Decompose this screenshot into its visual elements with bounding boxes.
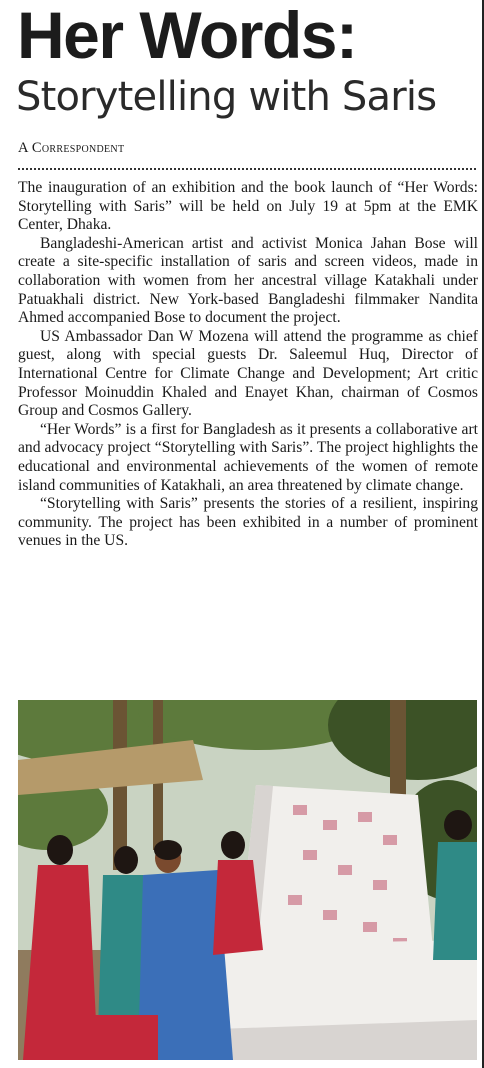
article-photo <box>18 700 477 1060</box>
photo-sari-print <box>323 820 337 830</box>
photo-sari-print <box>383 835 397 845</box>
photo-head <box>444 810 472 840</box>
paragraph-2: Bangladeshi-American artist and activist Monica Jahan Bose will create a site-specific installation of saris and screen videos, made in collaboration with women from her ancestral village Katakhali under Patuakhali district. New York-based Bangladeshi filmmaker Nandita Ahmed accompanied Bose to document the project. <box>18 234 478 327</box>
photo-teal-sari <box>433 842 477 960</box>
photo-red-sari <box>78 1015 158 1060</box>
byline: A Correspondent <box>18 140 125 156</box>
dotted-divider <box>18 168 476 170</box>
photo-head <box>154 840 182 860</box>
paragraph-5: “Storytelling with Saris” presents the stories of a resilient, inspiring community. The project has been exhibited in a number of prominent venues in the US. <box>18 495 478 550</box>
photo-sari-print <box>293 805 307 815</box>
paragraph-4: “Her Words” is a first for Bangladesh as it presents a collaborative art and advocacy project “Storytelling with Saris”. The project highlights the educational and environmental achievements of the women of remote island communities of Katakhali, an area threatened by climate change. <box>18 420 478 494</box>
photo-illustration <box>18 700 477 1060</box>
photo-sari-print <box>303 850 317 860</box>
photo-sari-print <box>338 865 352 875</box>
headline: Her Words: <box>17 0 357 72</box>
photo-sari-print <box>363 922 377 932</box>
photo-head <box>47 835 73 865</box>
photo-sari-print <box>323 910 337 920</box>
photo-sari-print <box>288 895 302 905</box>
photo-head <box>114 846 138 874</box>
article-body <box>18 179 478 551</box>
paragraph-3: US Ambassador Dan W Mozena will attend the programme as chief guest, along with special guests Dr. Saleemul Huq, Director of International Centre for Climate Change and Development; Art critic Professor Moinuddin Khaled and Enayet Khan, chairman of Cosmos Group and Cosmos Gallery. <box>18 327 478 420</box>
subheadline: Storytelling with Saris <box>16 74 437 120</box>
photo-sari-print <box>358 812 372 822</box>
photo-sari-print <box>373 880 387 890</box>
paragraph-1: The inauguration of an exhibition and the book launch of “Her Words: Storytelling with Saris” will be held on July 19 at 5pm at the EMK Center, Dhaka. <box>18 179 478 234</box>
photo-head <box>221 831 245 859</box>
